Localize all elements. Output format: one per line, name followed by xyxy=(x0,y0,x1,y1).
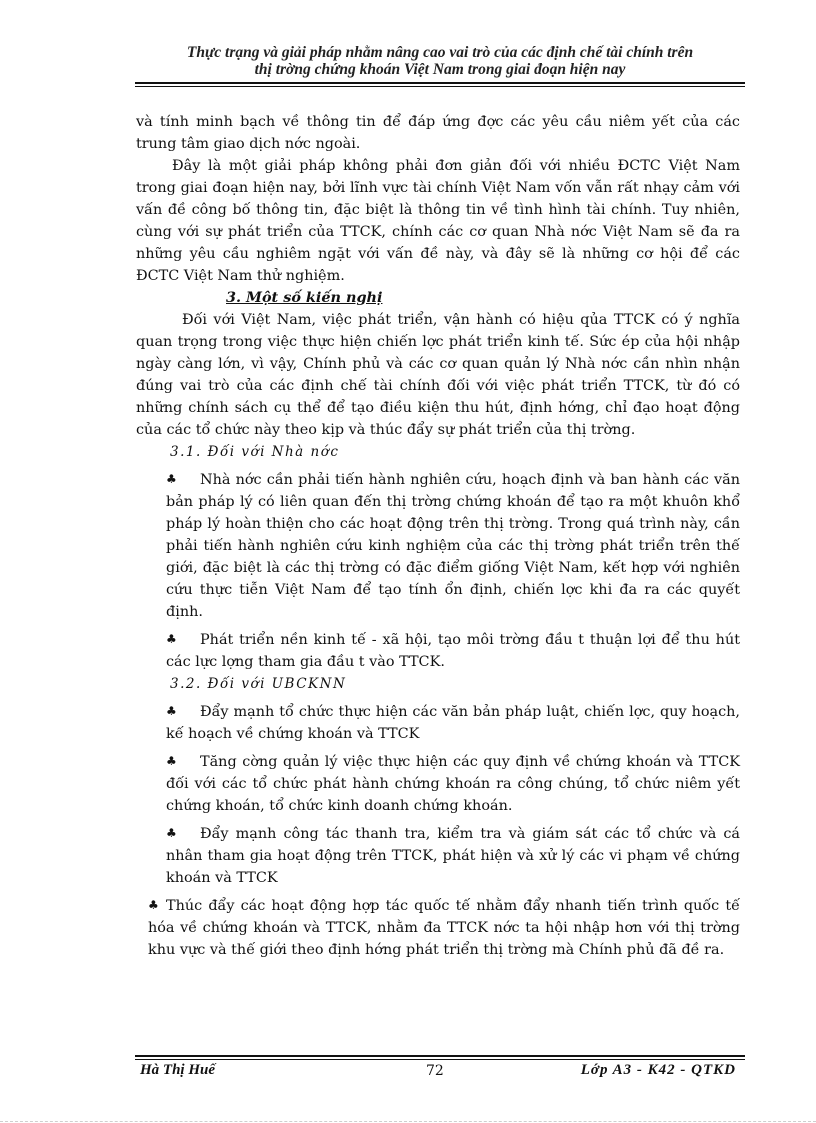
footer-class-label: Lớp A3 - K42 - QTKD xyxy=(580,1062,736,1078)
paragraph-recommendations: Đối với Việt Nam, việc phát triển, vận hành có hiệu qủa TTCK có ý nghĩa quan trọng trong việc thực hiện chiến lợc phát triển kinh tế. Sức ép của hội nhập ngày càng lớn, vì vậy, Chính phủ và các cơ quan quản lý Nhà nớc cần nhìn nhận đúng vai trò của các định chế tài chính đối với việc phát triển TTCK, từ đó có những chính sách cụ thể để tạo điều kiện thu hút, định hớng, chỉ đạo hoạt động của các tổ chức này theo kịp và thúc đẩy sự phát triển của thị trờng. xyxy=(136,312,740,438)
club-bullet-icon: ♣ xyxy=(166,472,177,486)
header-title-line-1: Thực trạng và giải pháp nhằm nâng cao vai trò của các định chế tài chính trên xyxy=(186,44,694,61)
subsection-heading-3-2: 3.2. Đối với UBCKNN xyxy=(170,676,347,692)
bullet-text: Đẩy mạnh công tác thanh tra, kiểm tra và giám sát các tổ chức và cá nhân tham gia hoạt động trên TTCK, phát hiện và xử lý các vi phạm về chứng khoán và TTCK xyxy=(166,826,740,886)
bullet-text: Nhà nớc cần phải tiến hành nghiên cứu, hoạch định và ban hành các văn bản pháp lý có liên quan đến thị trờng chứng khoán để tạo ra một khuôn khổ pháp lý hoàn thiện cho các hoạt động trên thị trờng. Trong quá trình này, cần phải tiến hành nghiên cứu kinh nghiệm của các thị trờng phát triển trên thế giới, đặc biệt là các thị trờng có đặc điểm giống Việt Nam, kết hợp với nghiên cứu thực tiễn Việt Nam để tạo tính ổn định, chiến lợc khi đa ra các quyết định. xyxy=(166,472,740,620)
bullet-item xyxy=(136,894,740,961)
bullet-text: Phát triển nền kinh tế - xã hội, tạo môi trờng đầu t thuận lợi để thu hút các lực lợng tham gia đầu t vào TTCK. xyxy=(166,632,740,670)
header-rule-thin xyxy=(135,86,745,87)
club-bullet-icon: ♣ xyxy=(166,704,177,718)
club-bullet-icon: ♣ xyxy=(166,632,177,646)
bullet-item xyxy=(136,468,740,623)
paragraph-disclosure: Đây là một giải pháp không phải đơn giản đối với nhiều ĐCTC Việt Nam trong giai đoạn hiện nay, bởi lĩnh vực tài chính Việt Nam vốn vẫn rất nhạy cảm với vấn đề công bố thông tin, đặc biệt là thông tin về tình hình tài chính. Tuy nhiên, cùng với sự phát triển của TTCK, chính các cơ quan Nhà nớc Việt Nam sẽ đa ra những yêu cầu nghiêm ngặt với vấn đề này, và đây sẽ là những cơ hội để các ĐCTC Việt Nam thử nghiệm. xyxy=(136,158,740,284)
club-bullet-icon: ♣ xyxy=(166,754,177,768)
footer-author: Hà Thị Huế xyxy=(140,1062,216,1078)
club-bullet-icon: ♣ xyxy=(166,826,177,840)
bullet-text: Tăng cờng quản lý việc thực hiện các quy định về chứng khoán và TTCK đối với các tổ chức phát hành chứng khoán ra công chúng, tổ chức niêm yết chứng khoán, tổ chức kinh doanh chứng khoán. xyxy=(166,754,740,814)
bullet-item xyxy=(136,822,740,889)
header-title-line-2: thị trờng chứng khoán Việt Nam trong giai đoạn hiện nay xyxy=(254,61,626,78)
header-rule-thick xyxy=(135,82,745,84)
bullet-item xyxy=(136,700,740,745)
page-header xyxy=(135,44,745,78)
footer-rule-thick xyxy=(135,1055,745,1057)
bullet-text: Thúc đẩy các hoạt động hợp tác quốc tế nhằm đẩy nhanh tiến trình quốc tế hóa về chứng khoán và TTCK, nhằm đa TTCK nớc ta hội nhập hơn với thị trờng khu vực và thế giới theo định hớng phát triển thị trờng mà Chính phủ đã đề ra. xyxy=(148,898,740,958)
bullet-item xyxy=(136,628,740,673)
club-bullet-icon: ♣ xyxy=(148,898,159,912)
paragraph-continuation: và tính minh bạch về thông tin để đáp ứng đợc các yêu cầu niêm yết của các trung tâm giao dịch nớc ngoài. xyxy=(136,114,740,152)
page-footer xyxy=(136,1062,742,1082)
document-body xyxy=(136,111,740,961)
page-bottom-divider xyxy=(0,1121,816,1122)
bullet-item xyxy=(136,750,740,817)
section-heading-3: 3. Một số kiến nghị xyxy=(226,289,383,306)
bullet-text: Đẩy mạnh tổ chức thực hiện các văn bản pháp luật, chiến lợc, quy hoạch, kế hoạch về chứng khoán và TTCK xyxy=(166,704,740,742)
footer-rule-thin xyxy=(135,1059,745,1060)
page-number: 72 xyxy=(426,1063,444,1079)
subsection-heading-3-1: 3.1. Đối với Nhà nớc xyxy=(170,444,340,460)
